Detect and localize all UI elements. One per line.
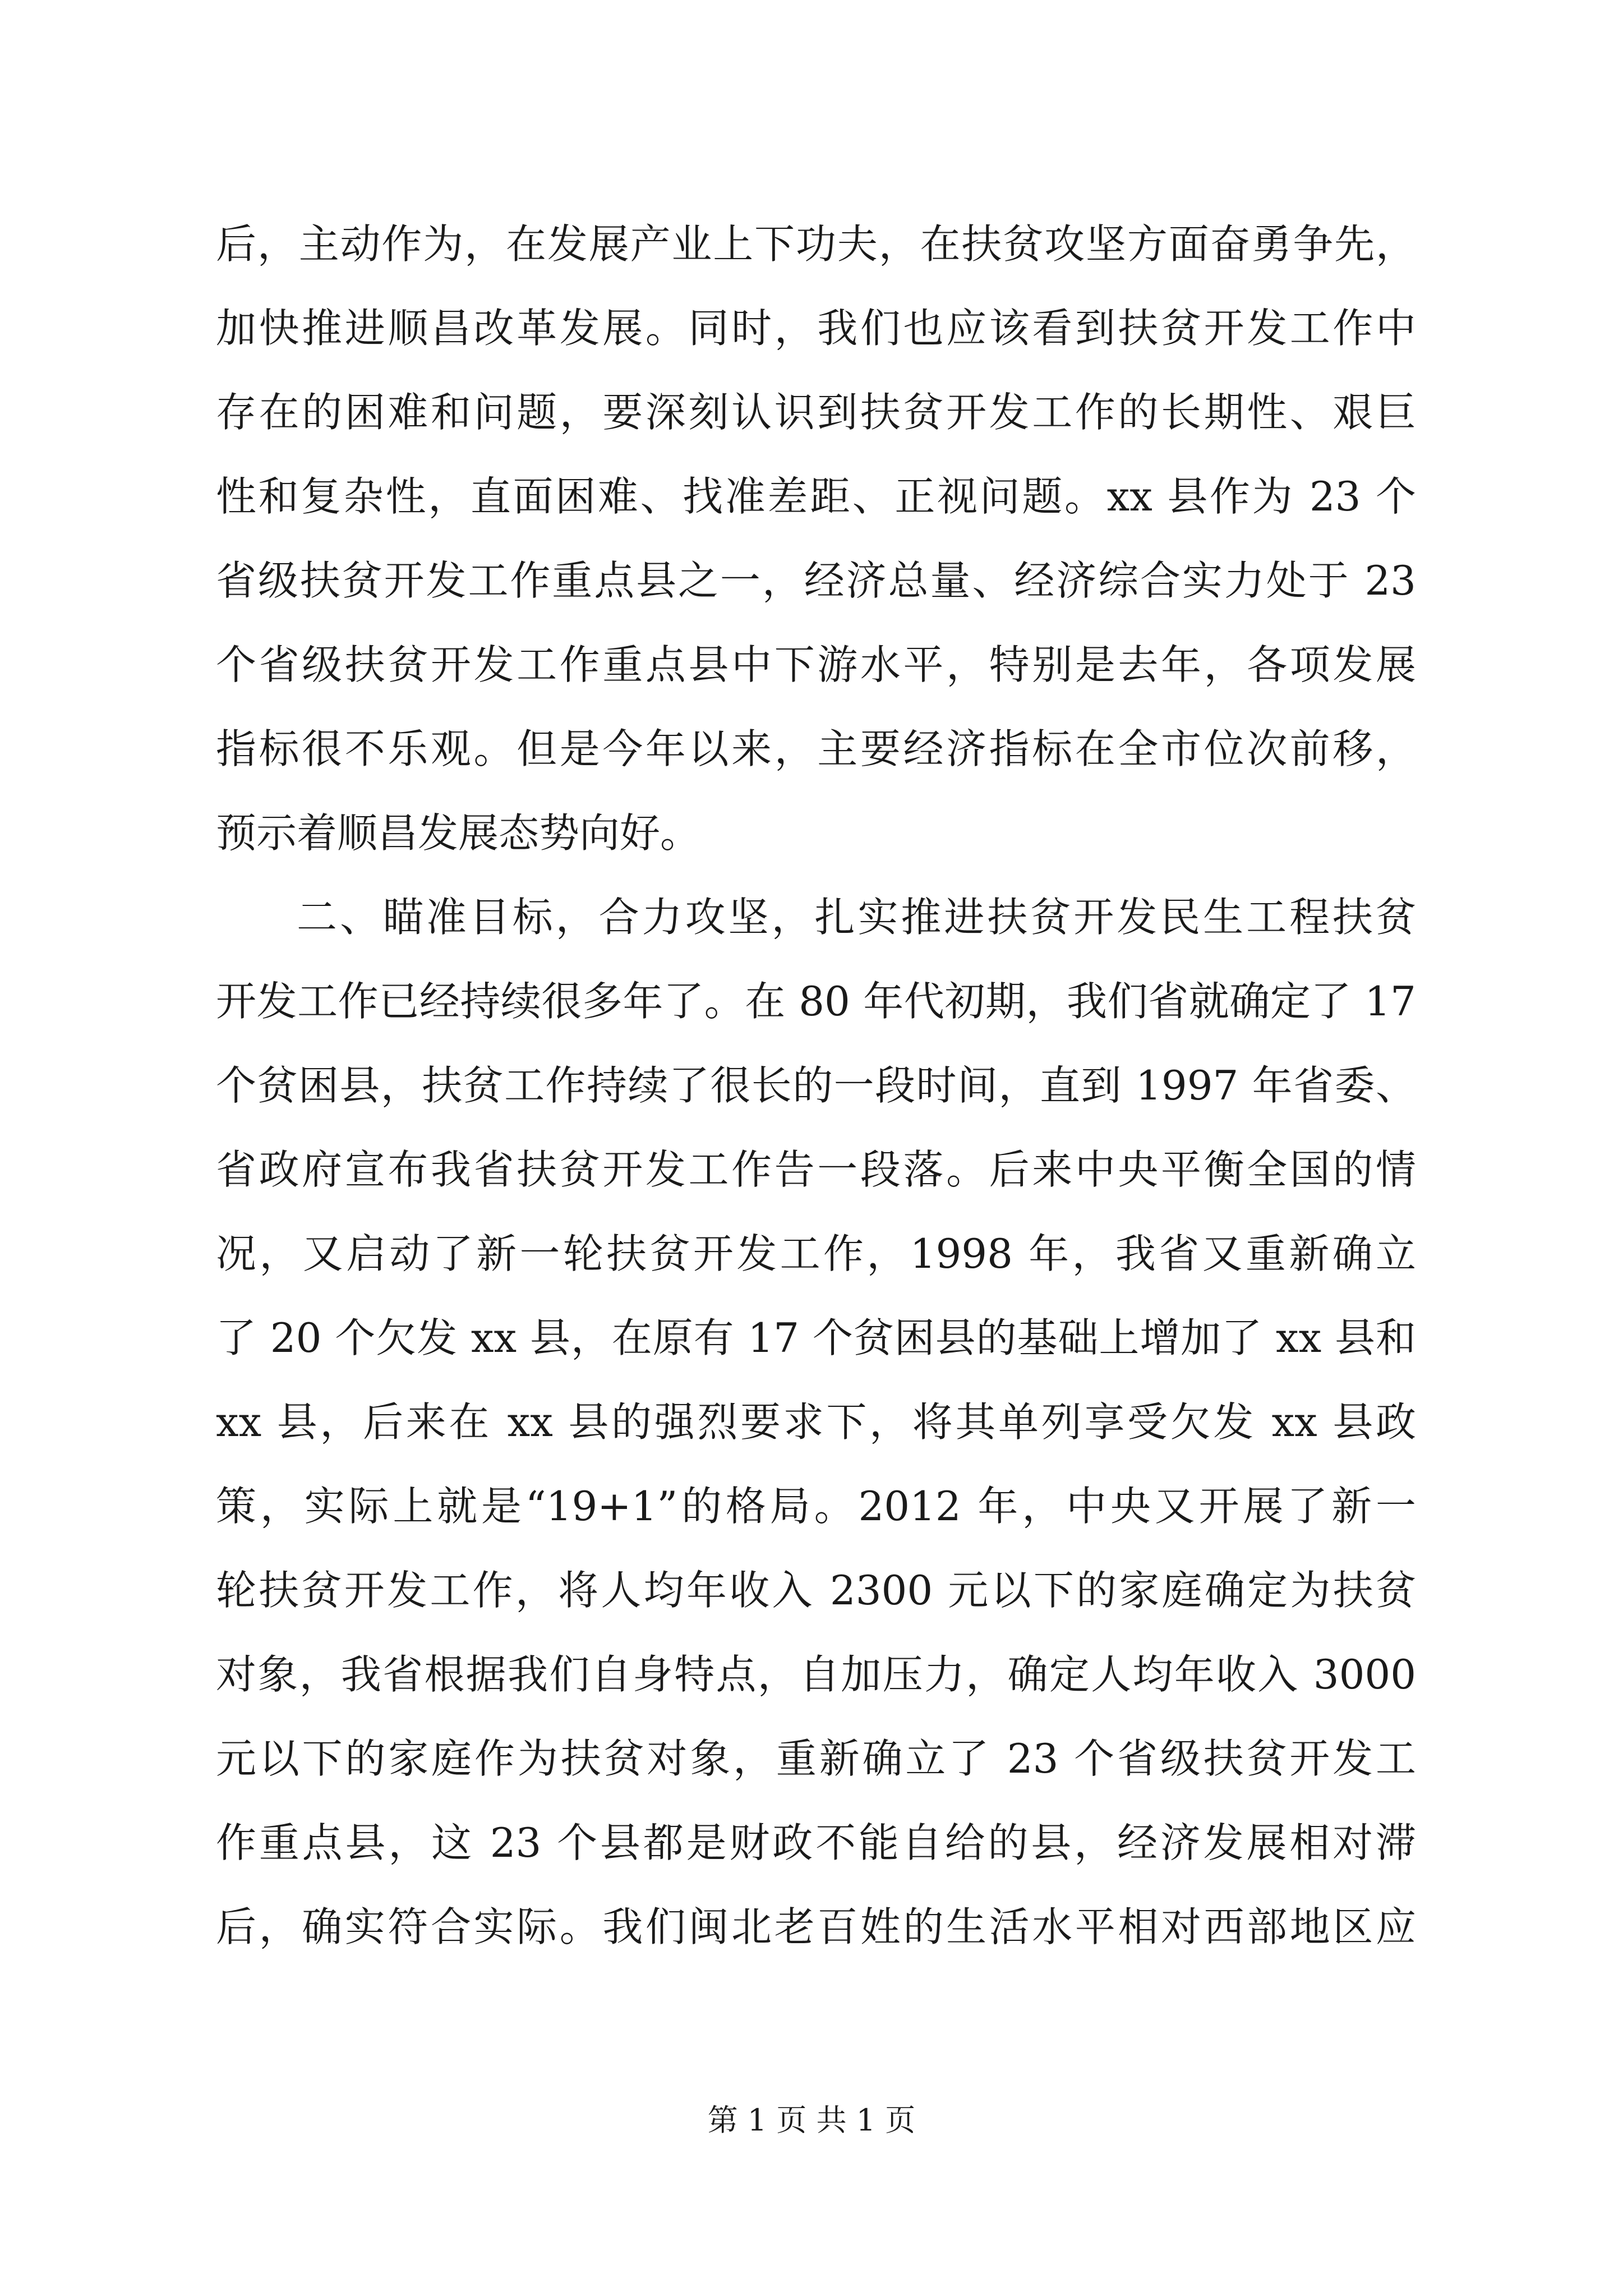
text-line: 省级扶贫开发工作重点县之一，经济总量、经济综合实力处于 23 xyxy=(216,557,1416,604)
text-line: 对象，我省根据我们自身特点，自加压力，确定人均年收入 3000 xyxy=(216,1651,1416,1698)
text-line: 存在的困难和问题，要深刻认识到扶贫开发工作的长期性、艰巨 xyxy=(216,389,1416,436)
text-line: 元以下的家庭作为扶贫对象，重新确立了 23 个省级扶贫开发工 xyxy=(216,1735,1416,1782)
page-footer: 第 1 页 共 1 页 xyxy=(707,2102,916,2138)
text-line: 作重点县，这 23 个县都是财政不能自给的县，经济发展相对滞 xyxy=(216,1819,1416,1866)
text-line: 性和复杂性，直面困难、找准差距、正视问题。xx 县作为 23 个 xyxy=(216,473,1416,520)
text-line: 开发工作已经持续很多年了。在 80 年代初期，我们省就确定了 17 xyxy=(216,978,1416,1025)
text-line: 策，实际上就是“19+1”的格局。2012 年，中央又开展了新一 xyxy=(216,1483,1416,1530)
text-line: 况，又启动了新一轮扶贫开发工作，1998 年，我省又重新确立 xyxy=(216,1230,1416,1277)
text-line: 省政府宣布我省扶贫开发工作告一段落。后来中央平衡全国的情 xyxy=(216,1146,1416,1193)
text-line: 二、瞄准目标，合力攻坚，扎实推进扶贫开发民生工程扶贫 xyxy=(297,894,1416,941)
text-line: 个省级扶贫开发工作重点县中下游水平，特别是去年，各项发展 xyxy=(216,641,1416,688)
text-line: 预示着顺昌发展态势向好。 xyxy=(216,809,701,857)
text-line: 后，主动作为，在发展产业上下功夫，在扶贫攻坚方面奋勇争先， xyxy=(216,220,1416,268)
text-line: 个贫困县，扶贫工作持续了很长的一段时间，直到 1997 年省委、 xyxy=(216,1062,1416,1109)
text-line: 指标很不乐观。但是今年以来，主要经济指标在全市位次前移， xyxy=(216,725,1416,772)
body-text xyxy=(216,202,1416,1969)
text-line: 了 20 个欠发 xx 县，在原有 17 个贫困县的基础上增加了 xx 县和 xyxy=(216,1314,1416,1361)
text-line: 加快推进顺昌改革发展。同时，我们也应该看到扶贫开发工作中 xyxy=(216,305,1416,352)
text-line: 轮扶贫开发工作，将人均年收入 2300 元以下的家庭确定为扶贫 xyxy=(216,1567,1416,1614)
text-line: 后，确实符合实际。我们闽北老百姓的生活水平相对西部地区应 xyxy=(216,1903,1416,1950)
text-line: xx 县，后来在 xx 县的强烈要求下，将其单列享受欠发 xx 县政 xyxy=(216,1398,1416,1446)
